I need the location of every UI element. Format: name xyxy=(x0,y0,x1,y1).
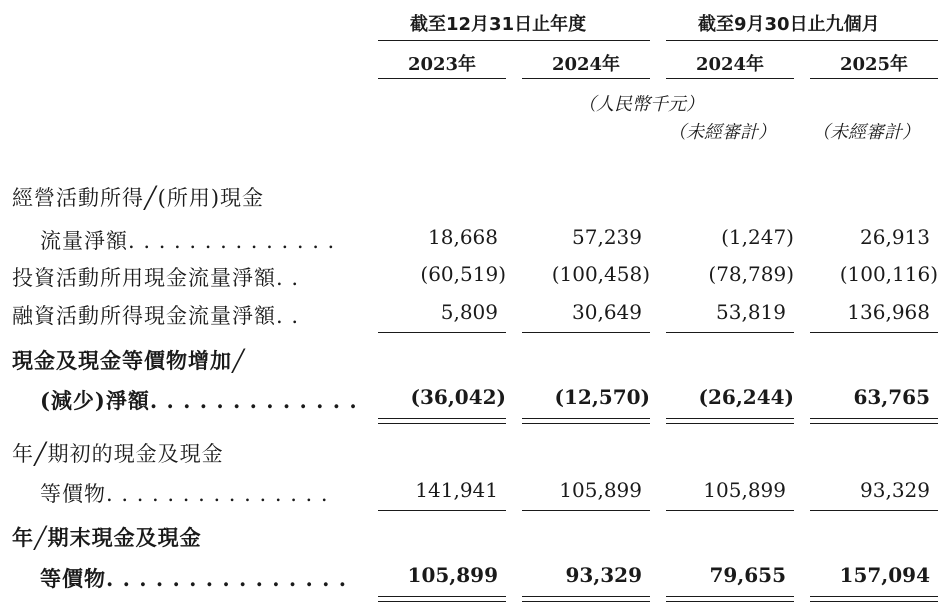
year-header-2025: 2025年 xyxy=(839,54,909,75)
year-underline-3 xyxy=(666,78,794,79)
row-closing-cash-label-1: 年╱期末現金及現金 xyxy=(12,525,202,550)
financing-underline-4 xyxy=(810,332,938,333)
unaudited-label-1: （未經審計） xyxy=(668,122,776,143)
row-net-change-value-2023: (36,042) xyxy=(410,385,506,409)
row-financing-value-2024a: 30,649 xyxy=(572,300,642,324)
net-change-double-line-4b xyxy=(810,423,938,424)
row-net-change-value-2024a: (12,570) xyxy=(554,385,650,409)
closing-double-line-3b xyxy=(666,601,794,602)
row-opening-cash-value-2023: 141,941 xyxy=(415,478,498,502)
opening-underline-2 xyxy=(522,510,650,511)
closing-double-line-1a xyxy=(378,596,506,597)
closing-double-line-4b xyxy=(810,601,938,602)
year-header-2024b: 2024年 xyxy=(695,54,765,75)
year-header-2023: 2023年 xyxy=(407,54,477,75)
net-change-double-line-2b xyxy=(522,423,650,424)
row-closing-cash-value-2024b: 79,655 xyxy=(709,563,786,587)
closing-double-line-1b xyxy=(378,601,506,602)
row-closing-cash-value-2024a: 93,329 xyxy=(565,563,642,587)
closing-double-line-4a xyxy=(810,596,938,597)
row-operating-value-2025: 26,913 xyxy=(860,225,930,249)
year-header-2024a: 2024年 xyxy=(551,54,621,75)
opening-underline-4 xyxy=(810,510,938,511)
closing-double-line-2b xyxy=(522,601,650,602)
unit-label: （人民幣千元） xyxy=(578,94,704,115)
row-opening-cash-value-2025: 93,329 xyxy=(860,478,930,502)
row-operating-value-2024a: 57,239 xyxy=(572,225,642,249)
year-underline-4 xyxy=(810,78,938,79)
row-closing-cash-value-2025: 157,094 xyxy=(839,563,930,587)
opening-underline-1 xyxy=(378,510,506,511)
net-change-double-line-4a xyxy=(810,418,938,419)
net-change-double-line-2a xyxy=(522,418,650,419)
row-investing-value-2024a: (100,458) xyxy=(551,262,650,286)
closing-double-line-2a xyxy=(522,596,650,597)
financing-underline-1 xyxy=(378,332,506,333)
row-closing-cash-label-2: 等價物. . . . . . . . . . . . . . . xyxy=(40,566,348,591)
row-operating-value-2024b: (1,247) xyxy=(721,225,794,249)
row-investing-label: 投資活動所用現金流量淨額. . xyxy=(12,266,300,290)
row-opening-cash-value-2024b: 105,899 xyxy=(703,478,786,502)
row-financing-value-2024b: 53,819 xyxy=(716,300,786,324)
header-group-nine-months: 截至9月30日止九個月 xyxy=(698,14,880,35)
header-group-year-ended: 截至12月31日止年度 xyxy=(410,14,587,35)
row-financing-value-2025: 136,968 xyxy=(847,300,930,324)
row-net-change-label-2: (減少)淨額. . . . . . . . . . . . . xyxy=(40,388,358,413)
row-opening-cash-value-2024a: 105,899 xyxy=(559,478,642,502)
row-operating-label-2: 流量淨額. . . . . . . . . . . . . . xyxy=(40,229,336,253)
row-financing-label: 融資活動所得現金流量淨額. . xyxy=(12,304,300,328)
header-group2-underline xyxy=(666,40,938,41)
row-operating-label-1: 經營活動所得╱(所用)現金 xyxy=(12,186,265,210)
row-investing-value-2025: (100,116) xyxy=(839,262,938,286)
row-net-change-label-1: 現金及現金等價物增加╱ xyxy=(12,348,246,373)
row-net-change-value-2025: 63,765 xyxy=(853,385,930,409)
row-net-change-value-2024b: (26,244) xyxy=(698,385,794,409)
header-group1-underline xyxy=(378,40,650,41)
net-change-double-line-3b xyxy=(666,423,794,424)
unaudited-label-2: （未經審計） xyxy=(812,122,920,143)
financing-underline-3 xyxy=(666,332,794,333)
row-opening-cash-label-1: 年╱期初的現金及現金 xyxy=(12,442,224,466)
net-change-double-line-3a xyxy=(666,418,794,419)
year-underline-2 xyxy=(522,78,650,79)
year-underline-1 xyxy=(378,78,506,79)
row-opening-cash-label-2: 等價物. . . . . . . . . . . . . . . xyxy=(40,482,329,506)
opening-underline-3 xyxy=(666,510,794,511)
net-change-double-line-1a xyxy=(378,418,506,419)
row-operating-value-2023: 18,668 xyxy=(428,225,498,249)
row-investing-value-2024b: (78,789) xyxy=(708,262,794,286)
row-closing-cash-value-2023: 105,899 xyxy=(407,563,498,587)
net-change-double-line-1b xyxy=(378,423,506,424)
closing-double-line-3a xyxy=(666,596,794,597)
row-financing-value-2023: 5,809 xyxy=(440,300,498,324)
row-investing-value-2023: (60,519) xyxy=(420,262,506,286)
financing-underline-2 xyxy=(522,332,650,333)
